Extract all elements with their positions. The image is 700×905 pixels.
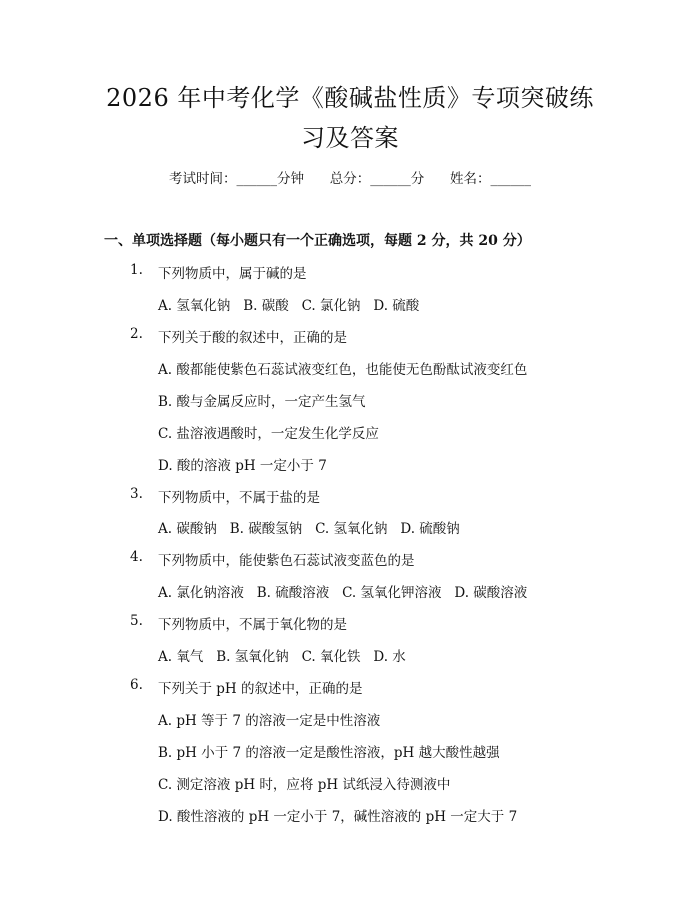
question-number: 3. bbox=[130, 486, 143, 502]
option-d: D. 酸性溶液的 pH 一定小于 7，碱性溶液的 pH 一定大于 7 bbox=[158, 809, 518, 825]
question-options: A. 氧气 B. 氢氧化钠 C. 氧化铁 D. 水 bbox=[158, 649, 406, 665]
question-number: 1. bbox=[130, 262, 143, 278]
page-title bbox=[70, 78, 630, 158]
title-line-1: 2026 年中考化学《酸碱盐性质》专项突破练 bbox=[106, 84, 594, 112]
option-a: A. 酸都能使紫色石蕊试液变红色，也能使无色酚酞试液变红色 bbox=[158, 362, 528, 378]
question-text: 下列关于酸的叙述中，正确的是 bbox=[158, 330, 347, 346]
question-number: 2. bbox=[130, 326, 143, 342]
question-number: 5. bbox=[130, 613, 143, 629]
option-b: B. 酸与金属反应时，一定产生氢气 bbox=[158, 394, 366, 410]
exam-meta-info: 考试时间：______分钟 总分：______分 姓名：______ bbox=[169, 171, 531, 187]
question-number: 6. bbox=[130, 677, 143, 693]
question-number: 4. bbox=[130, 549, 143, 565]
question-text: 下列物质中，不属于氧化物的是 bbox=[158, 617, 347, 633]
title-line-2: 习及答案 bbox=[301, 124, 399, 152]
option-c: C. 盐溶液遇酸时，一定发生化学反应 bbox=[158, 426, 379, 442]
option-c: C. 测定溶液 pH 时，应将 pH 试纸浸入待测液中 bbox=[158, 777, 451, 793]
option-a: A. pH 等于 7 的溶液一定是中性溶液 bbox=[158, 713, 381, 729]
section-heading-single-choice: 一、单项选择题（每小题只有一个正确选项，每题 2 分，共 20 分） bbox=[104, 233, 531, 249]
question-text: 下列关于 pH 的叙述中，正确的是 bbox=[158, 681, 363, 697]
option-d: D. 酸的溶液 pH 一定小于 7 bbox=[158, 458, 327, 474]
question-options: A. 氢氧化钠 B. 碳酸 C. 氯化钠 D. 硫酸 bbox=[158, 298, 420, 314]
question-text: 下列物质中，属于碱的是 bbox=[158, 266, 307, 282]
question-text: 下列物质中，不属于盐的是 bbox=[158, 490, 320, 506]
question-options: A. 氯化钠溶液 B. 硫酸溶液 C. 氢氧化钾溶液 D. 碳酸溶液 bbox=[158, 585, 528, 601]
option-b: B. pH 小于 7 的溶液一定是酸性溶液，pH 越大酸性越强 bbox=[158, 745, 500, 761]
question-text: 下列物质中，能使紫色石蕊试液变蓝色的是 bbox=[158, 553, 415, 569]
question-options: A. 碳酸钠 B. 碳酸氢钠 C. 氢氧化钠 D. 硫酸钠 bbox=[158, 521, 460, 537]
